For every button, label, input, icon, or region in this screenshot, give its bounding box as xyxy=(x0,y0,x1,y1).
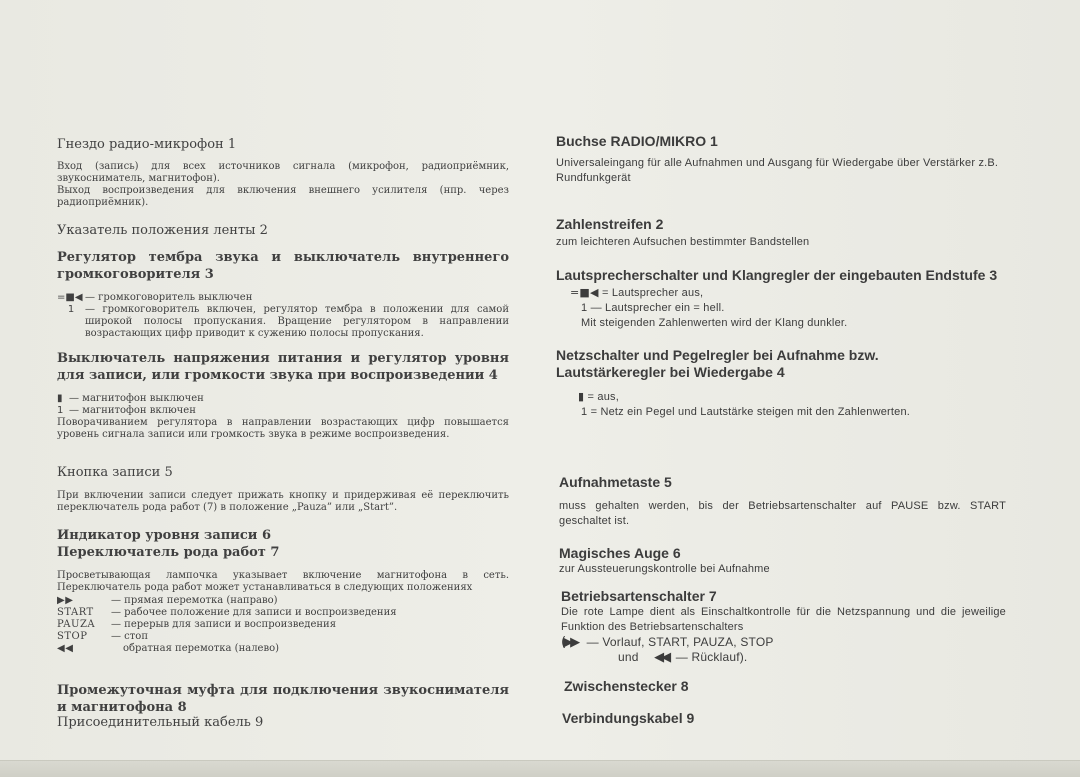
de-power-off-row xyxy=(556,389,1006,405)
de-rewind-icon: ◀◀ xyxy=(654,650,669,665)
ru-section-radio-mic xyxy=(57,136,509,209)
de-speaker-off-row xyxy=(556,285,1006,301)
de-magic-eye-text: zur Aussteuerungskontrolle bei Aufnahme xyxy=(559,563,770,575)
de-magic-eye-title: Magisches Auge 6 xyxy=(559,545,681,561)
ru-power-on-row xyxy=(57,405,509,417)
ru-power-off-text: — магнитофон выключен xyxy=(69,393,204,404)
ru-speaker-off-row xyxy=(57,292,509,304)
power-off-icon: ▮ xyxy=(57,393,63,404)
ru-section-tape-counter xyxy=(57,222,509,239)
ru-mode-row xyxy=(57,595,509,607)
de-section-radio-mic xyxy=(556,133,1006,186)
ru-cable-title: Присоединительный кабель 9 xyxy=(57,715,264,730)
ru-speaker-on-symbol: 1 xyxy=(67,304,75,315)
ru-radio-mic-title: Гнездо радио-микрофон 1 xyxy=(57,137,237,152)
de-mode-line1 xyxy=(561,635,1006,650)
ru-speaker-on-text: — громкоговоритель включен, регулятор тембра в положении для самой широкой полосы пропускания. Вращение регулятором в направлении возрастающих цифр приводит к сужению полосы пропускания. xyxy=(85,304,509,339)
de-speaker-on-text: 1 — Lautsprecher ein = hell. xyxy=(581,302,725,314)
de-power-title2: Lautstärkeregler bei Wiedergabe 4 xyxy=(556,364,785,380)
ru-mode-code: START xyxy=(57,607,94,618)
ru-level-indicator-title: Индикатор уровня записи 6 xyxy=(57,528,272,543)
de-speaker-off-icon: =■◀ xyxy=(570,286,599,299)
de-fast-forward-icon: (▶▶ xyxy=(561,635,578,650)
ru-mode-row xyxy=(57,631,509,643)
ru-mode-code: STOP xyxy=(57,631,88,642)
ru-section-speaker xyxy=(57,249,509,340)
de-section-adapter xyxy=(564,678,1004,695)
ru-speaker-title: Регулятор тембра звука и выключатель внутреннего громкоговорителя 3 xyxy=(57,250,509,282)
ru-mode-switch-text: Просветывающая лампочка указывает включение магнитофона в сеть. Переключатель рода работ может устанавливаться в следующих положениях xyxy=(57,570,509,593)
de-record-text: muss gehalten werden, bis der Betriebsartenschalter auf PAUSE bzw. START geschaltet ist. xyxy=(559,500,1006,527)
de-power-off-text: = aus, xyxy=(587,391,620,403)
ru-mode-desc: — прямая перемотка (направо) xyxy=(111,595,278,606)
ru-speaker-off-text: — громкоговоритель выключен xyxy=(85,292,253,303)
ru-power-title: Выключатель напряжения питания и регулятор уровня для записи, или громкости звука при воспроизведении 4 xyxy=(57,351,509,383)
ru-power-text: Поворачиванием регулятора в направлении возрастающих цифр повышается уровень сигнала записи или громкость звука в режиме воспроизведения. xyxy=(57,417,509,440)
ru-mode-switch-title: Переключатель рода работ 7 xyxy=(57,545,280,560)
ru-mode-desc: обратная перемотка (налево) xyxy=(123,643,280,654)
ru-power-on-text: — магнитофон включен xyxy=(69,405,196,416)
ru-mode-desc: — рабочее положение для записи и воспроизведения xyxy=(111,607,397,618)
de-radio-mic-text: Universaleingang für alle Aufnahmen und Ausgang für Wiedergabe über Verstärker z.B. Rundfunkgerät xyxy=(556,157,999,184)
fast-forward-icon: ▶▶ xyxy=(57,595,74,606)
de-section-record-button xyxy=(559,474,1006,529)
ru-adapter-title: Промежуточная муфта для подключения звукоснимателя и магнитофона 8 xyxy=(57,683,509,715)
de-section-speaker xyxy=(556,267,1006,331)
ru-power-off-row xyxy=(57,393,509,405)
ru-mode-row xyxy=(57,619,509,631)
ru-mode-desc: — перерыв для записи и воспроизведения xyxy=(111,619,336,630)
de-cable-title: Verbindungskabel 9 xyxy=(562,710,695,726)
de-mode-switch-text: Die rote Lampe dient als Einschaltkontrolle für die Netzspannung und die jeweilige Funktion des Betriebsartenschalters xyxy=(561,606,1006,633)
de-mode-line2-text: — Rücklauf). xyxy=(675,650,748,664)
ru-speaker-on-row xyxy=(57,304,509,340)
de-speaker-off-text: = Lautsprecher aus, xyxy=(601,287,704,299)
ru-mode-code: PAUZA xyxy=(57,619,96,630)
de-power-off-icon: ▮ xyxy=(578,390,585,403)
de-radio-mic-title: Buchse RADIO/MIKRO 1 xyxy=(556,133,718,149)
de-counter-text: zum leichteren Aufsuchen bestimmter Bandstellen xyxy=(556,236,810,248)
de-speaker-text: Mit steigenden Zahlenwerten wird der Klang dunkler. xyxy=(581,317,848,329)
de-counter-title: Zahlenstreifen 2 xyxy=(556,216,664,232)
de-power-on-text: 1 = Netz ein Pegel und Lautstärke steigen mit den Zahlenwerten. xyxy=(581,406,911,418)
ru-power-on-symbol: 1 xyxy=(57,405,64,416)
de-speaker-title: Lautsprecherschalter und Klangregler der eingebauten Endstufe 3 xyxy=(556,267,998,283)
speaker-off-icon: =■◀ xyxy=(57,292,83,303)
de-section-cable xyxy=(562,710,1002,727)
ru-record-title: Кнопка записи 5 xyxy=(57,465,173,480)
ru-section-record-button xyxy=(57,464,509,514)
ru-record-text: При включении записи следует прижать кнопку и придерживая её переключить переключатель рода работ (7) в положение „Pauza” или „Start”. xyxy=(57,490,509,513)
ru-section-adapter xyxy=(57,682,509,716)
ru-section-cable xyxy=(57,714,509,731)
de-mode-switch-title: Betriebsartenschalter 7 xyxy=(561,588,717,604)
ru-section-power xyxy=(57,350,509,441)
ru-mode-row xyxy=(57,607,509,619)
de-section-magic-eye xyxy=(559,545,1006,577)
ru-section-mode-switch xyxy=(57,527,509,655)
page-bottom-edge xyxy=(0,760,1080,777)
de-power-title: Netzschalter und Pegelregler bei Aufnahme bzw. xyxy=(556,347,879,363)
rewind-icon: ◀◀ xyxy=(57,643,74,654)
de-mode-line2-und: und xyxy=(618,650,639,664)
de-section-mode-switch xyxy=(561,588,1006,665)
ru-mode-row xyxy=(57,643,509,655)
de-record-title: Aufnahmetaste 5 xyxy=(559,474,672,490)
de-section-power xyxy=(556,347,1006,420)
ru-radio-mic-text: Вход (запись) для всех источников сигнала (микрофон, радиоприёмник, звукосниматель, магнитофон). xyxy=(57,161,509,184)
ru-radio-mic-text2: Выход воспроизведения для включения внешнего усилителя (нпр. через радиоприёмник). xyxy=(57,185,509,208)
de-mode-line1-text: — Vorlauf, START, PAUZA, STOP xyxy=(586,635,774,649)
ru-mode-desc: — стоп xyxy=(111,631,148,642)
de-mode-line2 xyxy=(561,650,1006,665)
de-section-counter xyxy=(556,216,1006,250)
ru-tape-counter-title: Указатель положения ленты 2 xyxy=(57,223,268,238)
de-adapter-title: Zwischenstecker 8 xyxy=(564,678,689,694)
